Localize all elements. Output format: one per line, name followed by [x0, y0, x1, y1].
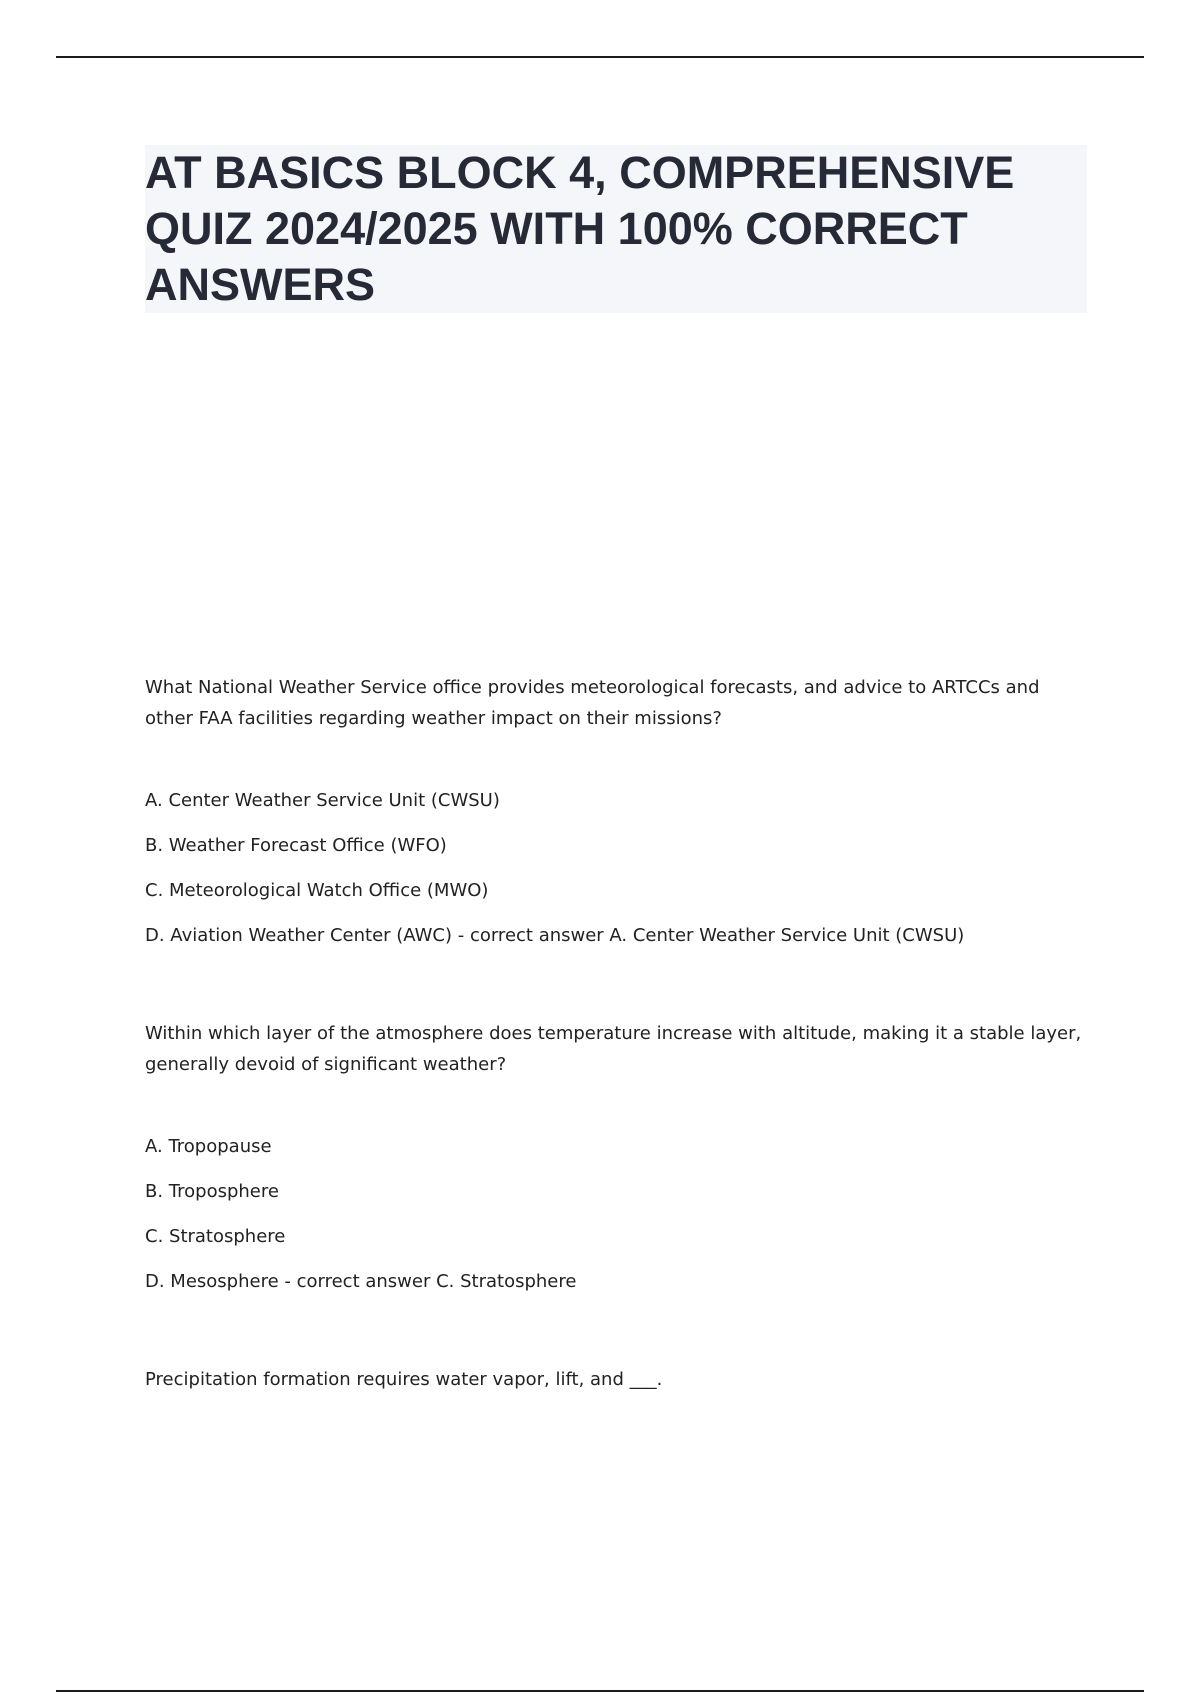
choice-d-with-answer: D. Aviation Weather Center (AWC) - correct answer A. Center Weather Service Unit (CWSU) [145, 925, 965, 946]
choice-d-with-answer: D. Mesosphere - correct answer C. Stratosphere [145, 1271, 577, 1292]
question-text: Within which layer of the atmosphere does temperature increase with altitude, making it a stable layer, generally devoid of significant weather? [145, 1023, 1082, 1075]
question-text: Precipitation formation requires water vapor, lift, and ___. [145, 1369, 663, 1390]
choice-a: A. Center Weather Service Unit (CWSU) [145, 790, 500, 811]
answer-choices [145, 1136, 1085, 1293]
question-text: What National Weather Service office provides meteorological forecasts, and advice to ARTCCs and other FAA facilities regarding weather impact on their missions? [145, 677, 1040, 729]
document-title: AT BASICS BLOCK 4, COMPREHENSIVE QUIZ 2024/2025 WITH 100% CORRECT ANSWERS [145, 147, 1015, 310]
answer-choices [145, 790, 1085, 947]
title-block [145, 145, 1087, 313]
question-block-2 [145, 1018, 1085, 1293]
quiz-content [145, 672, 1085, 1395]
header-rule [56, 56, 1144, 58]
footer-rule [56, 1690, 1144, 1692]
question-block-1 [145, 672, 1085, 947]
choice-a: A. Tropopause [145, 1136, 272, 1157]
choice-b: B. Troposphere [145, 1181, 279, 1202]
choice-c: C. Meteorological Watch Office (MWO) [145, 880, 489, 901]
choice-b: B. Weather Forecast Office (WFO) [145, 835, 447, 856]
question-block-3 [145, 1364, 1085, 1395]
choice-c: C. Stratosphere [145, 1226, 286, 1247]
